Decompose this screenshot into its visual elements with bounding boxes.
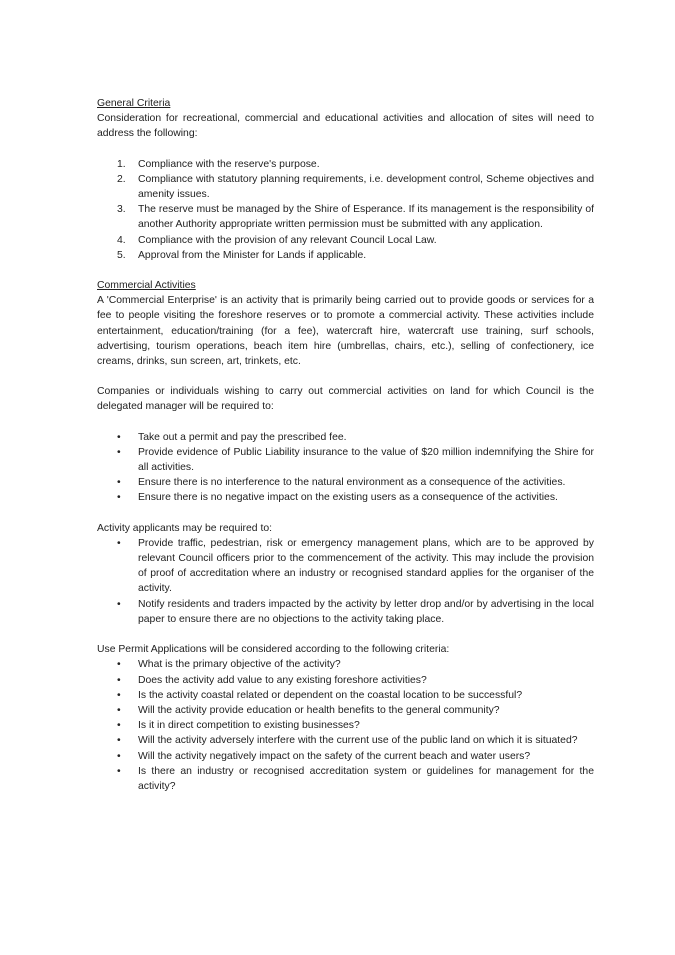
- commercial-activities-heading: Commercial Activities: [97, 280, 196, 292]
- general-criteria-list: [97, 157, 594, 263]
- bullet-icon: •: [117, 720, 121, 732]
- list-item-text: Ensure there is no negative impact on the existing users as a consequence of the activities.: [138, 492, 558, 504]
- list-item-text: Will the activity negatively impact on the safety of the current beach and water users?: [138, 750, 531, 762]
- commercial-definition-paragraph: A 'Commercial Enterprise' is an activity that is primarily being carried out to provide goods or services for a fee to people visiting the foreshore reserves or to promote a commercial activity. These activities include entertainment, education/training (for a fee), watercraft hire, watercraft use training, surf schools, advertising, tourism operations, beach item hire (umbrellas, chairs, etc.), selling of confectionery, ice creams, drinks, sun screen, art, trinkets, etc.: [97, 295, 594, 368]
- list-item-text: Is it in direct competition to existing businesses?: [138, 720, 360, 732]
- applicant-requirement-item: [97, 597, 594, 627]
- list-item-text: Take out a permit and pay the prescribed fee.: [138, 431, 347, 443]
- bullet-icon: •: [117, 689, 121, 701]
- criteria-list: [97, 657, 594, 794]
- bullet-icon: •: [117, 765, 121, 777]
- bullet-icon: •: [117, 492, 121, 504]
- criteria-item: [97, 764, 594, 794]
- bullet-icon: •: [117, 735, 121, 747]
- list-number: 2.: [117, 173, 126, 185]
- general-criteria-heading: General Criteria: [97, 98, 171, 109]
- criteria-item: [97, 733, 594, 748]
- applicant-requirements-list: [97, 536, 594, 627]
- general-criteria-item: [97, 202, 594, 232]
- general-criteria-item: [97, 172, 594, 202]
- bullet-icon: •: [117, 750, 121, 762]
- applicants-intro-paragraph: Activity applicants may be required to:: [97, 522, 272, 534]
- list-item-text: Is there an industry or recognised accreditation system or guidelines for management for the activity?: [138, 765, 594, 792]
- companies-intro-paragraph: Companies or individuals wishing to carry out commercial activities on land for which Council is the delegated manager will be required to:: [97, 386, 594, 413]
- list-item-text: Will the activity provide education or health benefits to the general community?: [138, 704, 500, 716]
- list-item-text: Does the activity add value to any existing foreshore activities?: [138, 674, 427, 686]
- list-item-text: Will the activity adversely interfere with the current use of the public land on which it is situated?: [138, 735, 578, 747]
- bullet-icon: •: [117, 431, 121, 443]
- list-item-text: Is the activity coastal related or dependent on the coastal location to be successful?: [138, 689, 523, 701]
- list-item-text: What is the primary objective of the activity?: [138, 659, 341, 671]
- bullet-icon: •: [117, 446, 121, 458]
- applicant-requirement-item: [97, 536, 594, 597]
- bullet-icon: •: [117, 674, 121, 686]
- requirement-item: [97, 430, 594, 445]
- criteria-item: [97, 688, 594, 703]
- list-item-text: Provide traffic, pedestrian, risk or emergency management plans, which are to be approved by relevant Council officers prior to the commencement of the activity. This may include the provision of proof of accreditation where an industry or recognised standard applies for the organiser of the activity.: [138, 537, 594, 595]
- list-number: 1.: [117, 158, 126, 170]
- criteria-item: [97, 673, 594, 688]
- requirements-list: [97, 430, 594, 506]
- general-criteria-item: [97, 248, 594, 263]
- requirement-item: [97, 490, 594, 505]
- criteria-intro-paragraph: Use Permit Applications will be considered according to the following criteria:: [97, 644, 450, 656]
- bullet-icon: •: [117, 537, 121, 549]
- list-item-text: Notify residents and traders impacted by the activity by letter drop and/or by advertising in the local paper to ensure there are no objections to the activity taking place.: [138, 598, 594, 625]
- list-item-text: Provide evidence of Public Liability insurance to the value of $20 million indemnifying the Shire for all activities.: [138, 446, 594, 474]
- requirement-item: [97, 445, 594, 475]
- list-item-text: Ensure there is no interference to the natural environment as a consequence of the activities.: [138, 477, 566, 489]
- criteria-item: [97, 657, 594, 672]
- requirement-item: [97, 475, 594, 490]
- criteria-item: [97, 703, 594, 718]
- list-number: 4.: [117, 234, 126, 246]
- list-item-text: Compliance with the provision of any relevant Council Local Law.: [138, 234, 437, 246]
- list-item-text: Compliance with the reserve's purpose.: [138, 158, 320, 170]
- list-item-text: Approval from the Minister for Lands if applicable.: [138, 249, 367, 261]
- list-item-text: Compliance with statutory planning requirements, i.e. development control, Scheme objectives and amenity issues.: [138, 173, 594, 201]
- criteria-item: [97, 749, 594, 764]
- list-number: 3.: [117, 204, 126, 216]
- general-criteria-item: [97, 157, 594, 172]
- general-criteria-item: [97, 233, 594, 248]
- bullet-icon: •: [117, 704, 121, 716]
- list-number: 5.: [117, 249, 126, 261]
- list-item-text: The reserve must be managed by the Shire of Esperance. If its management is the responsibility of another Authority appropriate written permission must be submitted with any application.: [138, 204, 594, 231]
- bullet-icon: •: [117, 477, 121, 489]
- general-criteria-intro: Consideration for recreational, commercial and educational activities and allocation of sites will need to address the following:: [97, 113, 594, 140]
- document-page: [97, 96, 594, 794]
- criteria-item: [97, 718, 594, 733]
- bullet-icon: •: [117, 659, 121, 671]
- bullet-icon: •: [117, 598, 121, 610]
